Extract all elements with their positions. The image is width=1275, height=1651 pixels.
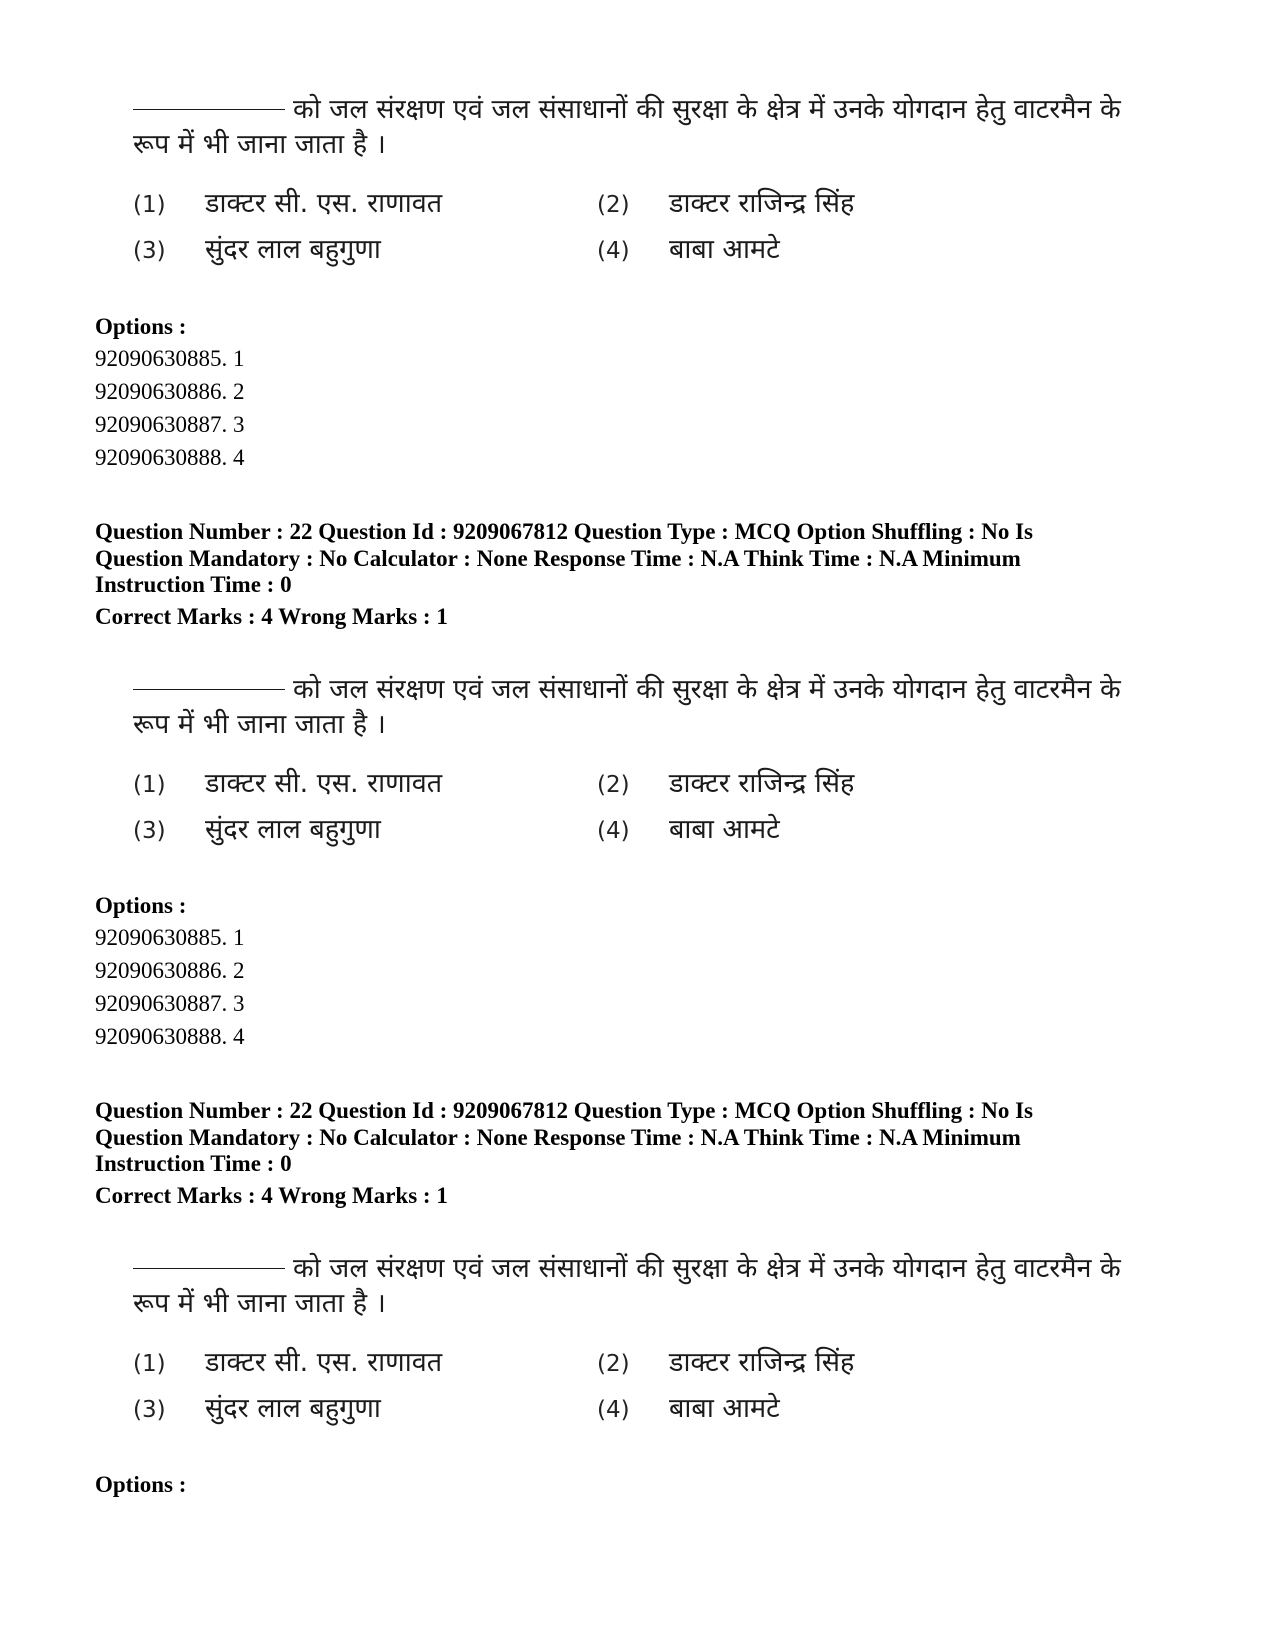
option-item: 92090630887. 3 [95,412,245,437]
answer-blank [133,109,285,110]
option-item: 92090630887. 3 [95,991,245,1016]
choice-text: डाक्टर सी. एस. राणावत [205,1347,443,1378]
option-item: 92090630885. 1 [95,346,245,371]
option-item: 92090630886. 2 [95,958,245,983]
question-marks: Correct Marks : 4 Wrong Marks : 1 [95,1183,448,1208]
answer-blank [133,1268,285,1269]
question-choices [133,766,1143,866]
choice-4 [597,812,780,849]
options-list [95,921,245,1053]
answer-blank [133,689,285,690]
choice-text: सुंदर लाल बहुगुणा [205,234,381,265]
choice-text: बाबा आमटे [669,234,780,265]
choice-number: (1) [133,192,166,218]
option-item: 92090630886. 2 [95,379,245,404]
choice-3 [133,232,381,269]
choice-number: (3) [133,818,166,844]
option-item: 92090630888. 4 [95,445,245,470]
options-list [95,342,245,474]
choice-number: (1) [133,1351,166,1377]
choice-number: (1) [133,772,166,798]
choice-text: सुंदर लाल बहुगुणा [205,814,381,845]
choice-text: डाक्टर राजिन्द्र सिंह [669,188,855,219]
question-image-3 [133,1251,1143,1445]
options-heading: Options : [95,1472,187,1497]
choice-number: (2) [597,772,630,798]
choice-number: (4) [597,818,630,844]
choice-3 [133,1391,381,1428]
choice-text: डाक्टर सी. एस. राणावत [205,188,443,219]
options-heading: Options : [95,893,187,918]
question-stem-text: को जल संरक्षण एवं जल संसाधानों की सुरक्षा के क्षेत्र में उनके योगदान हेतु वाटरमैन के रूप में भी जाना जाता है । [133,674,1121,740]
choice-number: (2) [597,192,630,218]
choice-1 [133,186,442,223]
options-heading: Options : [95,314,187,339]
question-stem-text: को जल संरक्षण एवं जल संसाधानों की सुरक्षा के क्षेत्र में उनके योगदान हेतु वाटरमैन के रूप में भी जाना जाता है । [133,94,1121,160]
choice-1 [133,766,442,803]
question-choices [133,186,1143,286]
choice-text: बाबा आमटे [669,1393,780,1424]
choice-2 [597,1345,854,1382]
question-stem [133,92,1143,162]
choice-4 [597,1391,780,1428]
question-stem [133,672,1143,742]
choice-text: बाबा आमटे [669,814,780,845]
choice-text: डाक्टर सी. एस. राणावत [205,768,443,799]
question-image-2 [133,672,1143,866]
question-image-1 [133,92,1143,286]
choice-text: डाक्टर राजिन्द्र सिंह [669,1347,855,1378]
choice-number: (4) [597,238,630,264]
choice-text: डाक्टर राजिन्द्र सिंह [669,768,855,799]
option-item: 92090630885. 1 [95,925,245,950]
question-stem [133,1251,1143,1321]
choice-4 [597,232,780,269]
choice-text: सुंदर लाल बहुगुणा [205,1393,381,1424]
choice-number: (3) [133,1397,166,1423]
choice-2 [597,766,854,803]
choice-number: (2) [597,1351,630,1377]
question-meta: Question Number : 22 Question Id : 9209067812 Question Type : MCQ Option Shuffling : No Is Question Mandatory : No Calculator : None Response Time : N.A Think Time : N.A Minimum Instruction Time : 0 [95,1098,1034,1176]
question-choices [133,1345,1143,1445]
choice-number: (4) [597,1397,630,1423]
choice-number: (3) [133,238,166,264]
option-item: 92090630888. 4 [95,1024,245,1049]
question-meta: Question Number : 22 Question Id : 9209067812 Question Type : MCQ Option Shuffling : No Is Question Mandatory : No Calculator : None Response Time : N.A Think Time : N.A Minimum Instruction Time : 0 [95,519,1034,597]
choice-3 [133,812,381,849]
question-marks: Correct Marks : 4 Wrong Marks : 1 [95,604,448,629]
choice-2 [597,186,854,223]
choice-1 [133,1345,442,1382]
question-stem-text: को जल संरक्षण एवं जल संसाधानों की सुरक्षा के क्षेत्र में उनके योगदान हेतु वाटरमैन के रूप में भी जाना जाता है । [133,1253,1121,1319]
